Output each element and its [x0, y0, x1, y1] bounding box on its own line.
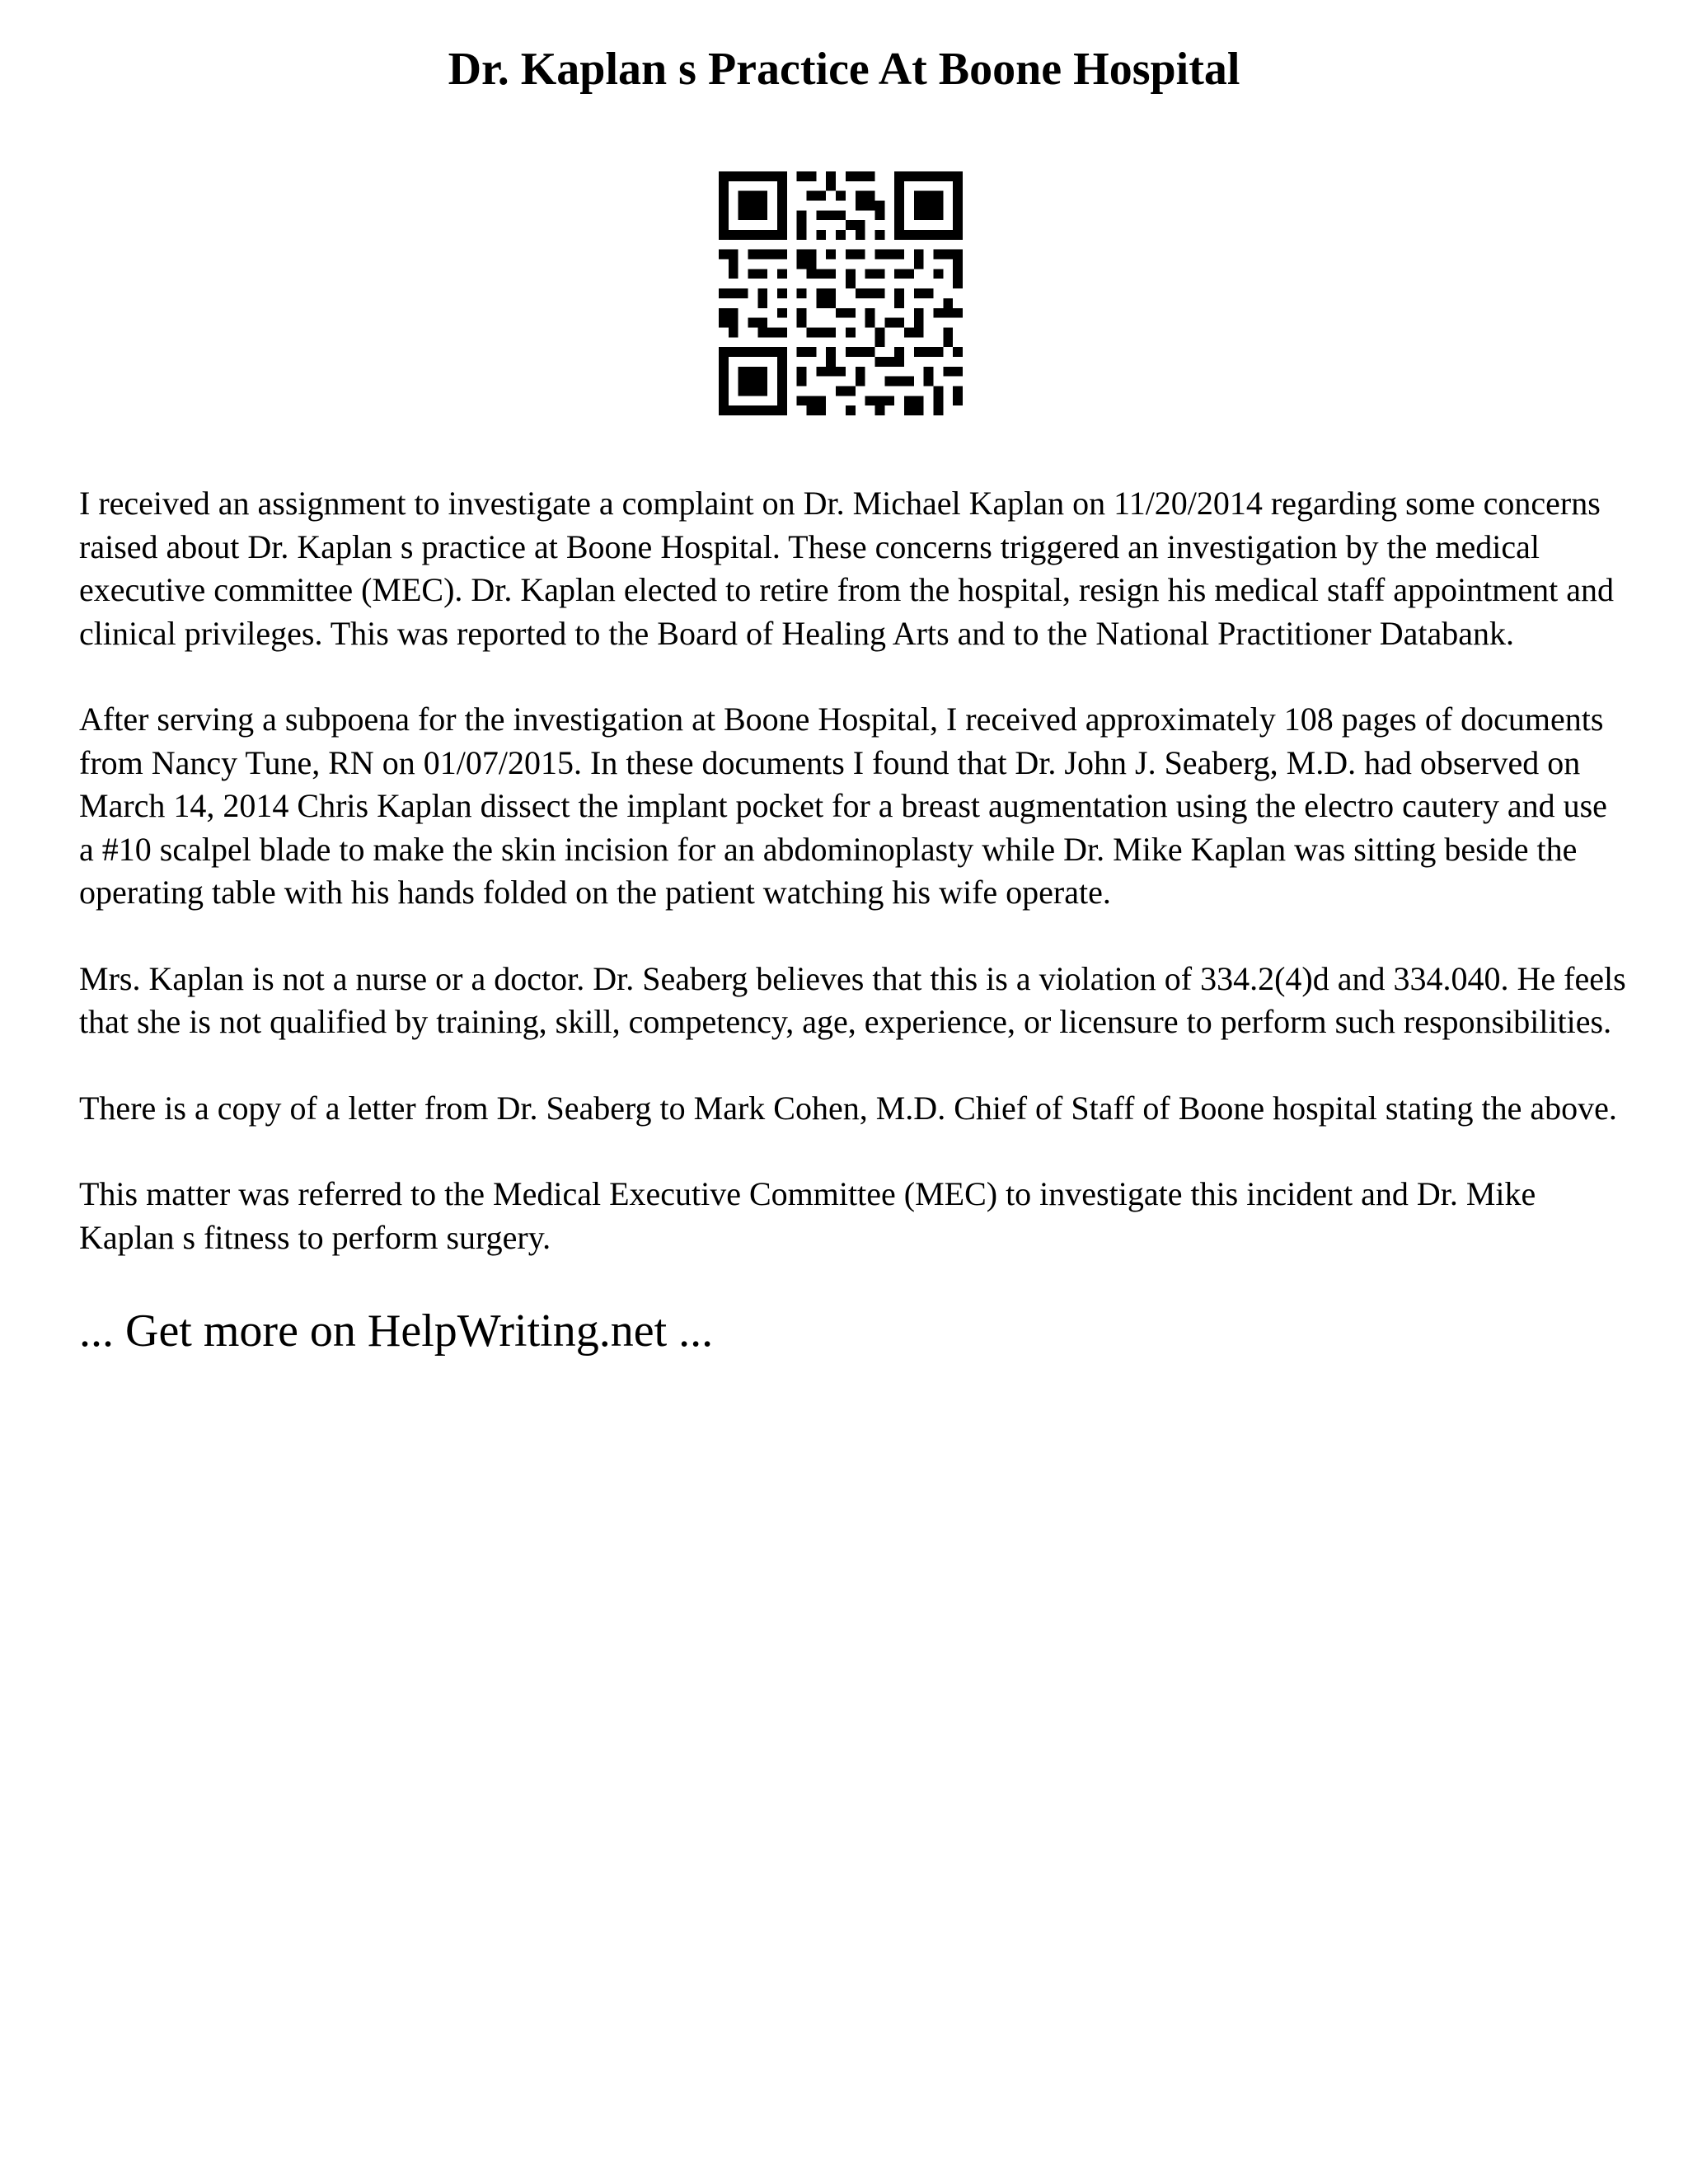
qr-code-icon	[719, 171, 963, 415]
paragraph-5: This matter was referred to the Medical Executive Committee (MEC) to investigate this incident and Dr. Mike Kaplan s fitness to perform surgery.	[79, 1175, 1536, 1256]
paragraph-4: There is a copy of a letter from Dr. Seaberg to Mark Cohen, M.D. Chief of Staff of Boone hospital stating the above.	[79, 1089, 1617, 1127]
paragraph-1: I received an assignment to investigate a complaint on Dr. Michael Kaplan on 11/20/2014 regarding some concerns raised about Dr. Kaplan s practice at Boone Hospital. These concerns triggered an investigation by the medical executive committee (MEC). Dr. Kaplan elected to retire from the hospital, resign his medical staff appointment and clinical privileges. This was reported to the Board of Healing Arts and to the National Practitioner Databank.	[79, 485, 1615, 652]
get-more-link[interactable]: ... Get more on HelpWriting.net ...	[79, 1305, 714, 1357]
page-title: Dr. Kaplan s Practice At Boone Hospital	[448, 44, 1240, 95]
document-body	[79, 482, 1629, 1360]
paragraph-2: After serving a subpoena for the investigation at Boone Hospital, I received approximately 108 pages of documents from Nancy Tune, RN on 01/07/2015. In these documents I found that Dr. John J. Seaberg, M.D. had observed on March 14, 2014 Chris Kaplan dissect the implant pocket for a breast augmentation using the electro cautery and use a #10 scalpel blade to make the skin incision for an abdominoplasty while Dr. Mike Kaplan was sitting beside the operating table with his hands folded on the patient watching his wife operate.	[79, 701, 1607, 911]
paragraph-3: Mrs. Kaplan is not a nurse or a doctor. Dr. Seaberg believes that this is a violation of 334.2(4)d and 334.040. He feels that she is not qualified by training, skill, competency, age, experience, or licensure to perform such responsibilities.	[79, 959, 1626, 1040]
